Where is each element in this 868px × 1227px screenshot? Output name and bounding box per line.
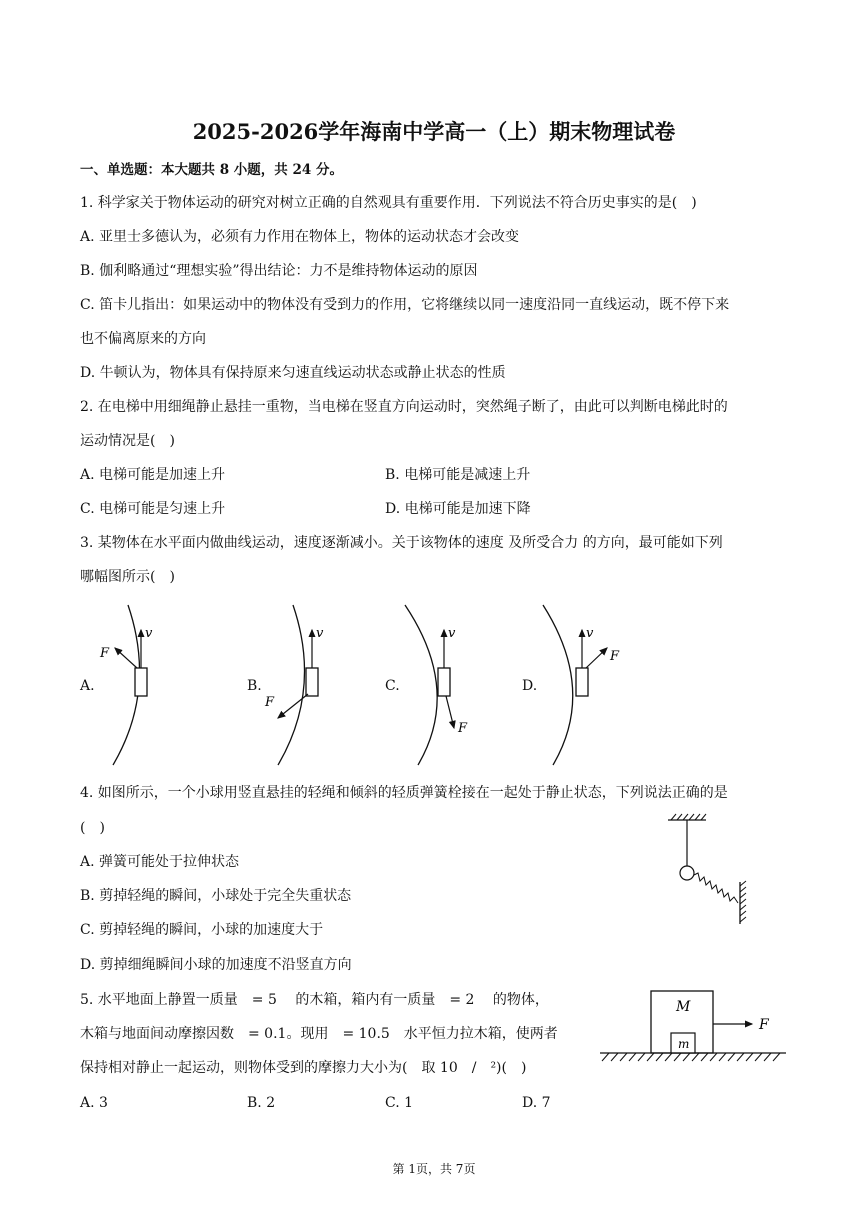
force-arrow — [446, 696, 454, 728]
trajectory-curve — [278, 605, 305, 765]
q1-option-c-cont: 也不偏离原来的方向 — [80, 331, 206, 347]
q4-option-a: A. 弹簧可能处于拉伸状态 — [80, 854, 240, 870]
q4-stem-cont: ( ) — [80, 820, 105, 836]
object-block — [438, 668, 450, 696]
q1-option-b: B. 伽利略通过“理想实验”得出结论：力不是维持物体运动的原因 — [80, 263, 478, 279]
v-label: v — [316, 626, 324, 641]
q5-option-a: A. 3 — [80, 1095, 108, 1111]
q2-stem-cont: 运动情况是( ) — [80, 433, 175, 449]
f-label: F — [458, 721, 468, 736]
v-label: v — [145, 626, 153, 641]
trajectory-curve — [405, 605, 437, 765]
F-label: F — [759, 1017, 769, 1033]
trajectory-curve — [543, 605, 573, 765]
force-arrow — [278, 694, 308, 718]
q3-figure-b — [260, 600, 350, 770]
q1-stem: 1. 科学家关于物体运动的研究对树立正确的自然观具有重要作用．下列说法不符合历史事实的是( ) — [80, 195, 697, 211]
q2-stem: 2. 在电梯中用细绳静止悬挂一重物，当电梯在竖直方向运动时，突然绳子断了，由此可以判断电梯此时的 — [80, 399, 728, 415]
q5-stem-cont2: 保持相对静止一起运动，则物体受到的摩擦力大小为( 取 10 / ²)( ) — [80, 1060, 527, 1076]
q5-option-c: C. 1 — [385, 1095, 414, 1111]
q4-option-c: C. 剪掉轻绳的瞬间，小球的加速度大于 — [80, 922, 324, 938]
spring — [694, 873, 738, 903]
f-label: F — [265, 695, 275, 710]
q4-option-d: D. 剪掉细绳瞬间小球的加速度不沿竖直方向 — [80, 957, 352, 973]
M-label: M — [676, 999, 691, 1015]
object-block — [576, 668, 588, 696]
q4-option-b: B. 剪掉轻绳的瞬间，小球处于完全失重状态 — [80, 888, 352, 904]
q3-figure-a — [95, 600, 185, 770]
q2-option-c: C. 电梯可能是匀速上升 — [80, 501, 226, 517]
q5-option-d: D. 7 — [522, 1095, 551, 1111]
page-title: 2025-2026学年海南中学高一（上）期末物理试卷 — [192, 119, 676, 144]
q1-option-d: D. 牛顿认为，物体具有保持原来匀速直线运动状态或静止状态的性质 — [80, 365, 506, 381]
q2-option-d: D. 电梯可能是加速下降 — [385, 501, 531, 517]
force-arrow — [115, 648, 137, 668]
object-block — [135, 668, 147, 696]
q2-option-a: A. 电梯可能是加速上升 — [80, 467, 226, 483]
q3-label-a: A. — [80, 678, 95, 694]
v-label: v — [586, 626, 594, 641]
object-block — [306, 668, 318, 696]
q3-label-d: D. — [522, 678, 538, 694]
q3-stem: 3. 某物体在水平面内做曲线运动，速度逐渐减小。关于该物体的速度 及所受合力 的方向，最可能如下列 — [80, 535, 723, 551]
q3-figure-d — [535, 600, 635, 770]
q1-option-a: A. 亚里士多德认为，必须有力作用在物体上，物体的运动状态才会改变 — [80, 229, 520, 245]
f-label: F — [610, 649, 620, 664]
q4-stem: 4. 如图所示，一个小球用竖直悬挂的轻绳和倾斜的轻质弹簧栓接在一起处于静止状态，下列说法正确的是 — [80, 785, 728, 801]
q2-option-b: B. 电梯可能是减速上升 — [385, 467, 531, 483]
ball — [680, 866, 694, 880]
q3-label-b: B. — [247, 678, 262, 694]
q5-stem: 5. 水平地面上静置一质量 = 5 的木箱，箱内有一质量 = 2 的物体， — [80, 992, 549, 1008]
q5-option-b: B. 2 — [247, 1095, 276, 1111]
q5-figure — [598, 985, 788, 1070]
q3-label-c: C. — [385, 678, 400, 694]
page-footer: 第 1页，共 7页 — [392, 1162, 476, 1176]
q5-stem-cont: 木箱与地面间动摩擦因数 = 0.1。现用 = 10.5 水平恒力拉木箱，使两者 — [80, 1026, 558, 1042]
v-label: v — [448, 626, 456, 641]
section-heading: 一、单选题：本大题共 8 小题，共 24 分。 — [80, 162, 343, 178]
q3-figure-c — [400, 600, 490, 770]
m-label: m — [678, 1037, 690, 1051]
force-arrow — [586, 648, 607, 668]
q3-stem-cont: 哪幅图所示( ) — [80, 569, 175, 585]
f-label: F — [100, 646, 110, 661]
q4-figure — [660, 812, 760, 932]
q1-option-c: C. 笛卡儿指出：如果运动中的物体没有受到力的作用，它将继续以同一速度沿同一直线运动，既不停下来 — [80, 297, 730, 313]
